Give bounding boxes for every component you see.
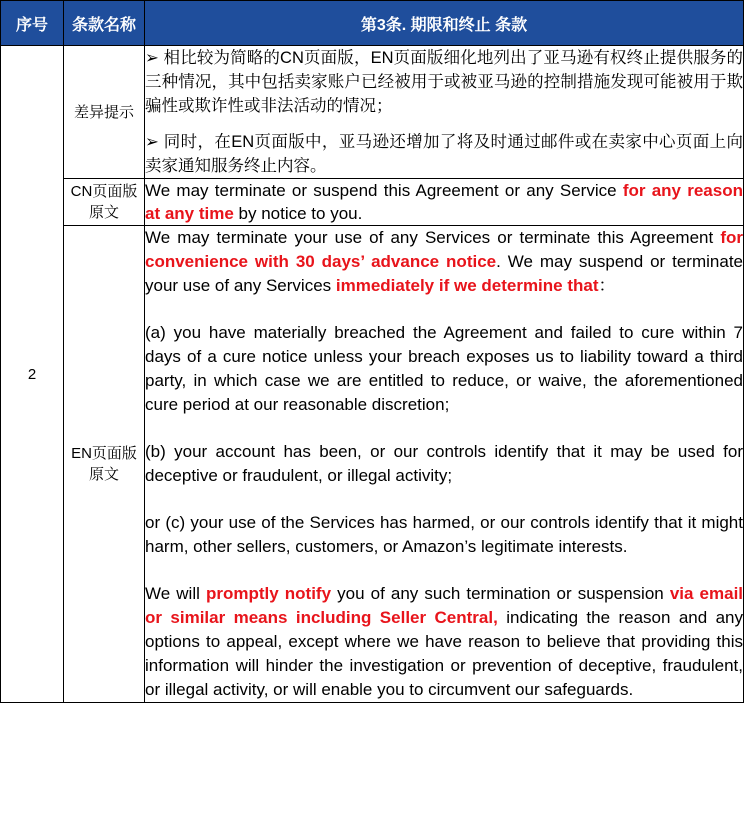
header-number: 序号 (1, 1, 64, 46)
en-p5-highlight-1: promptly notify (205, 584, 332, 603)
en-p5-text-b: you of any such termination or suspension (331, 584, 670, 603)
header-clause-name: 条款名称 (64, 1, 145, 46)
cn-label: CN页面版原文 (64, 179, 145, 226)
en-paragraph-notify (145, 582, 743, 702)
diff-point-1: ➢ 相比较为简略的CN页面版，EN页面版细化地列出了亚马逊有权终止提供服务的三种情况，其中包括卖家账户已经被用于或被亚马逊的控制措施发现可能被用于欺骗性或欺诈性或非法活动的情况； (145, 49, 743, 115)
cn-text-part-b: by notice to you. (233, 204, 363, 223)
cn-row (1, 179, 744, 226)
en-row (1, 226, 744, 703)
en-p1-highlight-1: for convenience with 30 days’ advance notice (145, 228, 743, 271)
en-p1-highlight-2: immediately if we determine that (335, 276, 599, 295)
en-paragraph-1 (145, 226, 743, 298)
cn-original-text (145, 179, 744, 226)
en-p5-text-a: We will (145, 584, 206, 603)
diff-content (145, 46, 744, 179)
en-p5-highlight-2: via email or similar means including Seller Central, (145, 584, 744, 627)
diff-point-2: ➢ 同时，在EN页面版中，亚马逊还增加了将及时通过邮件或在卖家中心页面上向卖家通知服务终止内容。 (145, 133, 743, 175)
cn-text-part-a: We may terminate or suspend this Agreement or any Service (145, 181, 623, 200)
row-number: 2 (1, 46, 64, 703)
en-p1-text-c: ： (598, 276, 616, 295)
cn-highlight: for any reason at any time (145, 181, 743, 223)
diff-label: 差异提示 (64, 46, 145, 179)
en-p1-text-a: We may terminate your use of any Services or terminate this Agreement (145, 228, 721, 247)
header-row (1, 1, 744, 46)
en-paragraph-a: (a) you have materially breached the Agreement and failed to cure within 7 days of a cure notice unless your breach exposes us to liability toward a third party, in which case we are entitled to reduce, or waive, the aforementioned cure period at our reasonable discretion; (145, 323, 743, 414)
en-paragraph-b: (b) your account has been, or our controls identify that it may be used for deceptive or fraudulent, or illegal activity; (145, 442, 743, 485)
diff-row (1, 46, 744, 179)
en-label: EN页面版原文 (64, 226, 145, 703)
en-paragraph-c: or (c) your use of the Services has harmed, or our controls identify that it might harm, other sellers, customers, or Amazon’s legitimate interests. (145, 513, 743, 556)
en-original-text (145, 226, 744, 703)
en-p1-text-b: . We may suspend or terminate your use of any Services (145, 252, 743, 295)
header-clause-content: 第3条. 期限和终止 条款 (145, 1, 744, 46)
en-p5-text-c: indicating the reason and any options to appeal, except where we have reason to believe that providing this information will hinder the investigation or prevention of deceptive, fraudulent, or illegal activity, or will enable you to circumvent our safeguards. (145, 608, 743, 699)
